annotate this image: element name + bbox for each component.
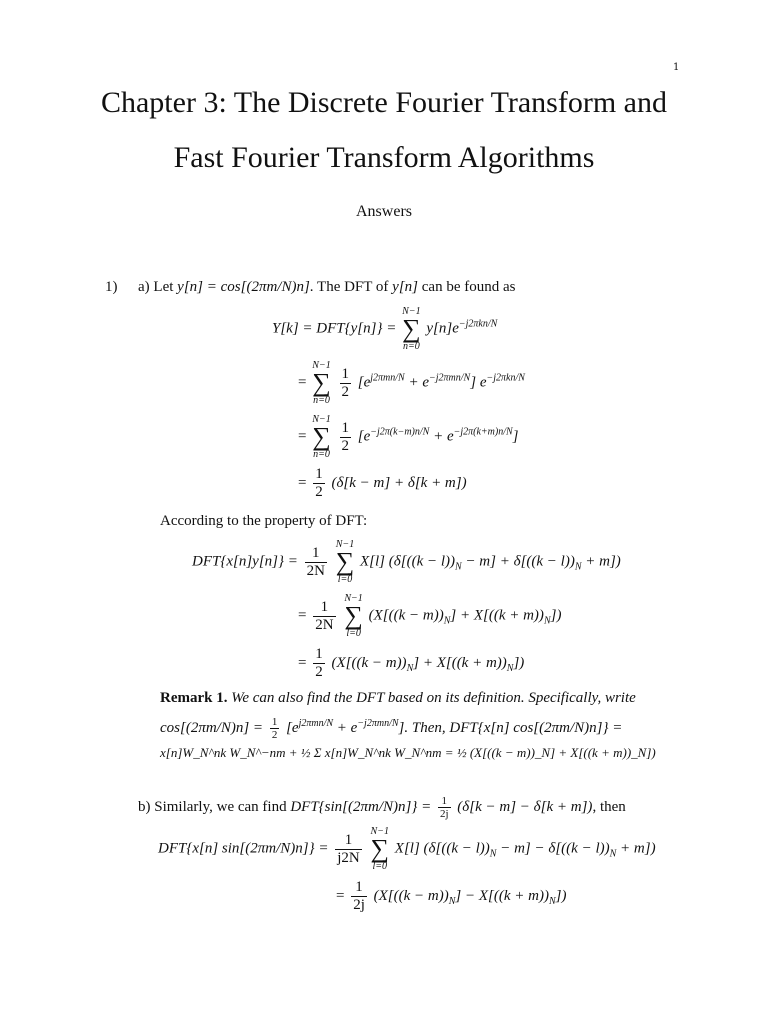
fraction-1-j2N: $\frac{1}{j2N}$ xyxy=(337,831,360,866)
remark-line2: cos[(2πm/N)n] = $\frac{1}{2}$ $[e^{j2\pi mn/N} + e^{-j2\pi mn/N}]$. Then, DFT{x[n] cos[(2πm/N)n]} = xyxy=(160,716,623,741)
remark-line3: x[n]W_N^nk W_N^−nm + ½ Σ x[n]W_N^nk W_N^nm = ½ (X[((k − m))_N] + X[((k + m))_N]) xyxy=(160,745,656,760)
eq-p-line3: = $\frac{1}{2}$ $(X[((k - m))_N] + X[((k + m))_N])$ xyxy=(298,646,525,680)
eq-a-line3: = N−1 ∑ n=0 $\frac{1}{2}$ $[e^{-j2\pi(k-m)n/N} + e^{-j2\pi(k+m)n/N}]$ xyxy=(298,414,519,460)
part-b-intro: b) Similarly, we can find DFT{sin[(2πm/N)n]} = $\frac{1}{2j}$ (δ[k − m] − δ[k + m]), then xyxy=(138,795,626,820)
eq-a-line1-exp: −j2πkn/N xyxy=(458,318,498,330)
intro-math-1: y[n] = cos[(2πm/N)n] xyxy=(177,279,310,295)
fraction-half: $\frac{1}{2}$ xyxy=(315,466,323,500)
eq-a-line1 xyxy=(272,306,497,352)
eq-a-line1-body: y[n]e xyxy=(426,320,459,337)
sum-symbol: N−1 ∑ l=0 xyxy=(335,539,355,585)
part-b-label: b) xyxy=(138,798,151,815)
chapter-title-line2: Fast Fourier Transform Algorithms xyxy=(173,141,595,174)
intro-text-2: . The DFT of xyxy=(309,279,393,295)
sum-symbol: N−1 ∑ n=0 xyxy=(402,306,421,352)
eq-p-line2: = $\frac{1}{2N}$ N−1 ∑ l=0 $(X[((k - m))_N] + X[((k + m))_N])$ xyxy=(298,593,562,639)
sum-symbol: N−1 ∑ l=0 xyxy=(370,826,390,872)
fraction-half: $\frac{1}{2}$ xyxy=(341,365,350,400)
fraction-half: $\frac{1}{2}$ xyxy=(315,646,323,680)
eq-b-line1: DFT{x[n] sin[(2πm/N)n]} = $\frac{1}{j2N}$ N−1 ∑ l=0 X[l] $(\delta[((k - l))_N - m] - \delta[((k - l))_N + m])$ xyxy=(158,826,656,872)
remark-label: Remark 1. xyxy=(160,690,228,706)
chapter-title-line1: Chapter 3: The Discrete Fourier Transform and xyxy=(100,86,667,119)
property-text: According to the property of DFT: xyxy=(160,513,368,529)
eq-a-line2: = N−1 ∑ n=0 $\frac{1}{2}$ $[e^{j2\pi mn/N} + e^{-j2\pi mn/N}]$ $e^{-j2\pi kn/N}$ xyxy=(298,360,525,406)
problem-number: 1) xyxy=(105,279,118,295)
fraction-1-2j: $\frac{1}{2j}$ xyxy=(439,795,449,820)
fraction-1-2j: $\frac{1}{2j}$ xyxy=(353,879,365,913)
fraction-1-2N: $\frac{1}{2N}$ xyxy=(315,598,334,633)
remark-line1: Remark 1. We can also find the DFT based on its definition. Specifically, write xyxy=(160,690,636,706)
eq-a-line1-lhs: Y[k] = DFT{y[n]} = xyxy=(272,320,401,337)
intro-text-3: can be found as xyxy=(418,279,516,295)
fraction-1-2N: $\frac{1}{2N}$ xyxy=(306,544,325,579)
sum-symbol: N−1 ∑ n=0 xyxy=(312,414,331,460)
answers-subtitle: Answers xyxy=(356,203,412,220)
fraction-half: $\frac{1}{2}$ xyxy=(341,419,350,454)
part-a-label: a) xyxy=(138,279,150,295)
eq-b-line2: = $\frac{1}{2j}$ $(X[((k - m))_N] - X[((k + m))_N])$ xyxy=(336,879,567,913)
page-number: 1 xyxy=(673,62,680,73)
sum-symbol: N−1 ∑ l=0 xyxy=(344,593,363,639)
fraction-half: $\frac{1}{2}$ xyxy=(271,716,278,741)
sum-symbol: N−1 ∑ n=0 xyxy=(312,360,331,406)
intro-text-1: Let xyxy=(153,279,178,295)
eq-p-line1: DFT{x[n]y[n]} = $\frac{1}{2N}$ N−1 ∑ l=0 X[l] $(\delta[((k - l))_N - m] + \delta[((k - l))_N + m])$ xyxy=(192,539,621,585)
eq-a-line4: = $\frac{1}{2}$ (δ[k − m] + δ[k + m]) xyxy=(298,466,467,500)
part-a-intro xyxy=(138,279,515,296)
intro-math-2: y[n] xyxy=(392,279,419,295)
